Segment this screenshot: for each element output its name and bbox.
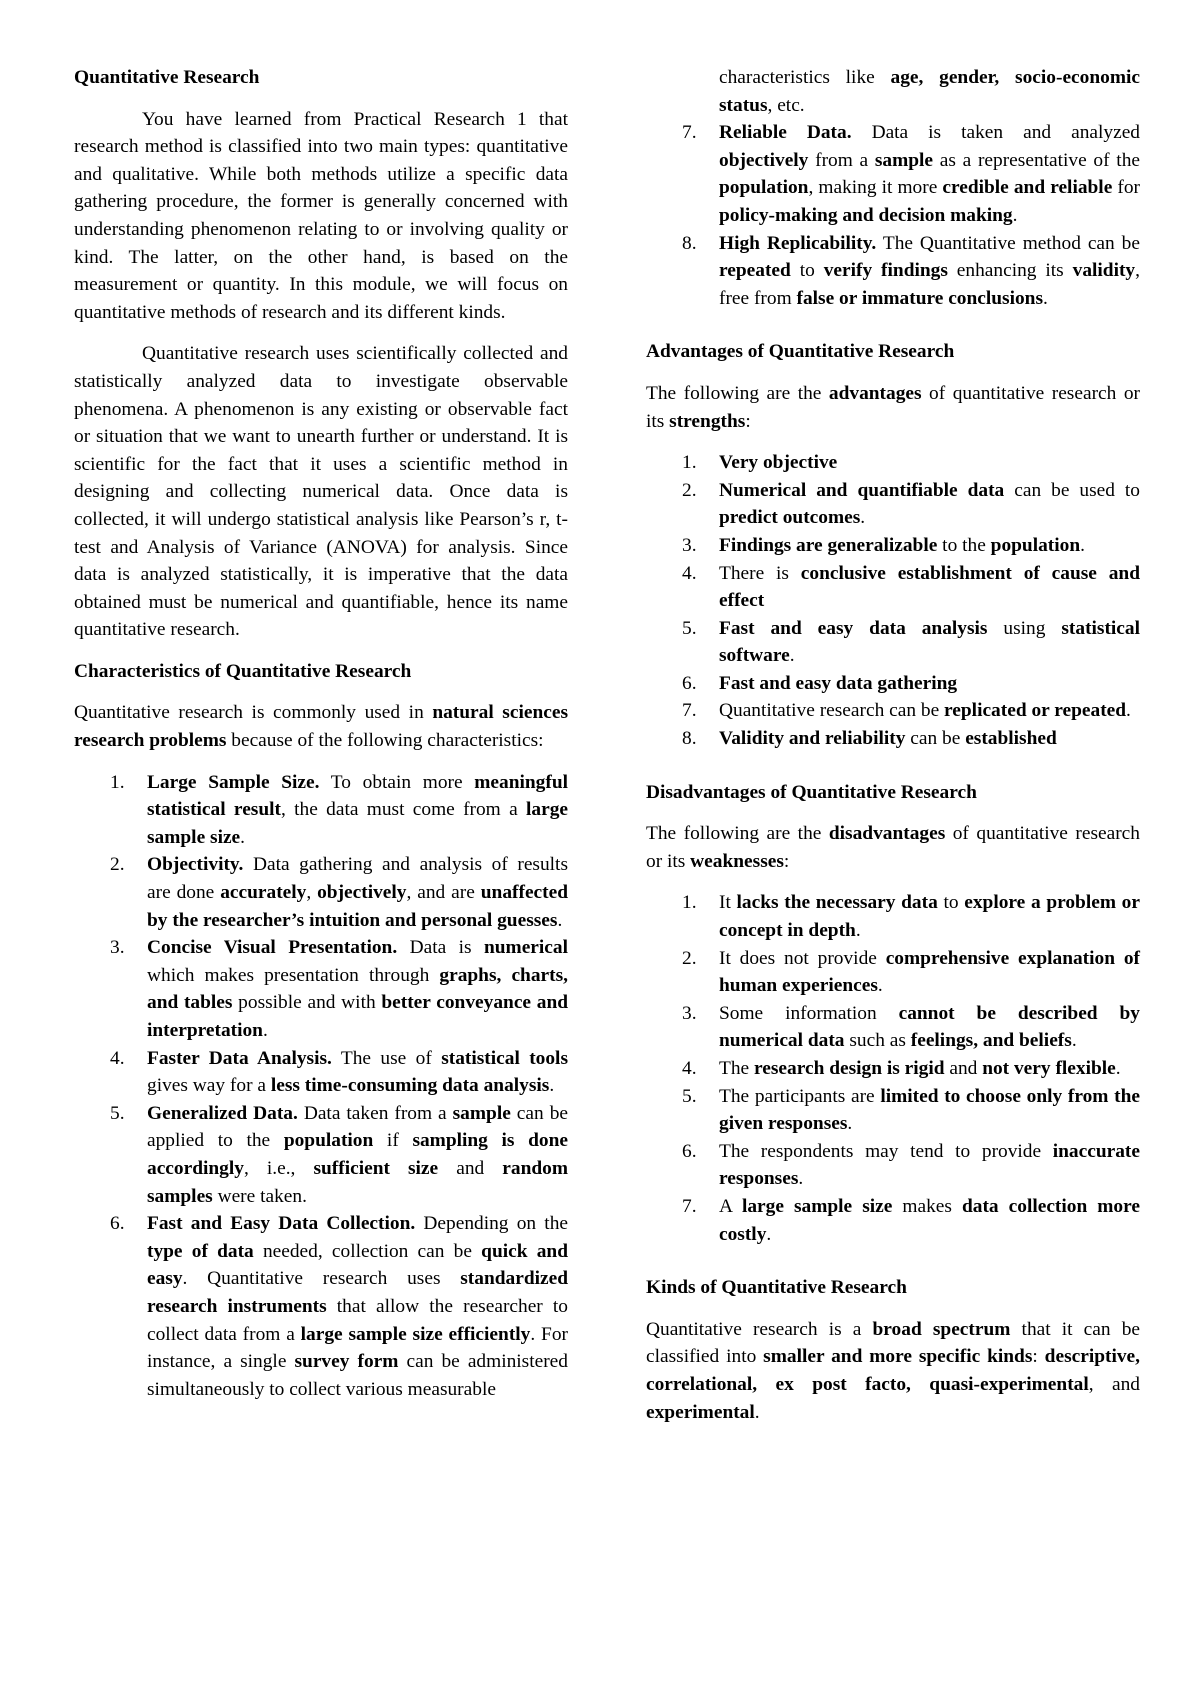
list-item: 2. Objectivity. Data gathering and analysis of results are done accurately, objectively, and are unaffected by the researcher’s intuition and personal guesses. [74, 851, 568, 934]
list-item: 6. Fast and easy data gathering [646, 670, 1140, 698]
list-item-number: 5. [110, 1102, 125, 1124]
list-item: 8. Validity and reliability can be established [646, 725, 1140, 753]
list-item: 7. Quantitative research can be replicated or repeated. [646, 697, 1140, 725]
characteristics-intro: Quantitative research is commonly used in natural sciences research problems because of the following characteristics: [74, 702, 568, 752]
list-item-number: 7. [682, 700, 697, 722]
list-item-number: 5. [682, 617, 697, 639]
disadvantages-intro: The following are the disadvantages of quantitative research or its weaknesses: [646, 823, 1140, 872]
list-item: 3. Some information cannot be described by numerical data such as feelings, and beliefs. [646, 1000, 1140, 1055]
disadvantages-list [646, 889, 1140, 1248]
list-item-number: 4. [682, 562, 697, 584]
list-item-number: 3. [110, 937, 125, 959]
disadvantages-heading: Disadvantages of Quantitative Research [646, 781, 977, 803]
list-item-number: 6. [682, 1140, 697, 1162]
left-column [74, 64, 568, 1440]
list-item-number: 6. [110, 1213, 125, 1235]
list-item: 5. Generalized Data. Data taken from a sample can be applied to the population if sampling is done accordingly, i.e., sufficient size and random samples were taken. [74, 1100, 568, 1210]
list-item: 2. It does not provide comprehensive explanation of human experiences. [646, 945, 1140, 1000]
list-item-number: 7. [682, 1195, 697, 1217]
advantages-list [646, 449, 1140, 753]
advantages-heading: Advantages of Quantitative Research [646, 341, 955, 363]
list-item: 6. The respondents may tend to provide inaccurate responses. [646, 1138, 1140, 1193]
list-item-number: 3. [682, 1002, 697, 1024]
list-item-number: 3. [682, 534, 697, 556]
list-item: 3. Findings are generalizable to the population. [646, 532, 1140, 560]
kinds-heading: Kinds of Quantitative Research [646, 1277, 907, 1299]
list-item-number: 2. [682, 479, 697, 501]
right-column [646, 64, 1140, 1440]
list-item-number: 5. [682, 1085, 697, 1107]
list-item: 1. Large Sample Size. To obtain more meaningful statistical result, the data must come from a large sample size. [74, 769, 568, 852]
list-item: 4. Faster Data Analysis. The use of statistical tools gives way for a less time-consuming data analysis. [74, 1045, 568, 1100]
list-item-number: 2. [682, 947, 697, 969]
list-item-number: 8. [682, 728, 697, 750]
list-item: 7. A large sample size makes data collection more costly. [646, 1193, 1140, 1248]
list-item: 5. The participants are limited to choose only from the given responses. [646, 1083, 1140, 1138]
characteristic-6-continuation: characteristics like age, gender, socio-economic status, etc. [719, 67, 1140, 116]
list-item: 6. Fast and Easy Data Collection. Depending on the type of data needed, collection can be quick and easy. Quantitative research uses standardized research instruments that allow the researcher to collect data from a large sample size efficiently. For instance, a single survey form can be administered simultaneously to collect various measurable [74, 1210, 568, 1403]
intro-paragraph-2: Quantitative research uses scientifically collected and statistically analyzed data to investigate observable phenomena. A phenomenon is any existing or observable fact or situation that we want to unearth further or understand. It is scientific for the fact that it uses a scientific method in designing and collecting numerical data. Once data is collected, it will undergo statistical analysis like Pearson’s r, t-test and Analysis of Variance (ANOVA) for analysis. Since data is analyzed statistically, it is imperative that the data obtained must be numerical and quantifiable, hence its name quantitative research. [74, 343, 568, 641]
list-item: 4. There is conclusive establishment of cause and effect [646, 560, 1140, 615]
list-item-number: 1. [682, 892, 697, 914]
list-item-number: 7. [682, 122, 697, 144]
list-item: 8. High Replicability. The Quantitative method can be repeated to verify findings enhancing its validity, free from false or immature conclusions. [646, 230, 1140, 313]
page-title: Quantitative Research [74, 67, 260, 88]
list-item-number: 4. [110, 1047, 125, 1069]
list-item: 4. The research design is rigid and not very flexible. [646, 1055, 1140, 1083]
list-item-number: 6. [682, 672, 697, 694]
characteristics-heading: Characteristics of Quantitative Research [74, 660, 412, 682]
list-item: 1. Very objective [646, 449, 1140, 477]
list-item-number: 1. [682, 452, 697, 474]
list-item: 3. Concise Visual Presentation. Data is numerical which makes presentation through graphs, charts, and tables possible and with better conveyance and interpretation. [74, 934, 568, 1044]
list-item: 1. It lacks the necessary data to explore a problem or concept in depth. [646, 889, 1140, 944]
list-item-number: 1. [110, 771, 125, 793]
list-item-number: 4. [682, 1058, 697, 1079]
list-item-number: 8. [682, 232, 697, 254]
advantages-intro: The following are the advantages of quantitative research or its strengths: [646, 382, 1140, 432]
intro-paragraph-1: You have learned from Practical Research 1 that research method is classified into two main types: quantitative and qualitative. While both methods utilize a specific data gathering procedure, the former is generally concerned with understanding phenomenon relating to or involving quality or kind. The latter, on the other hand, is based on the measurement or quantity. In this module, we will focus on quantitative methods of research and its different kinds. [74, 108, 568, 323]
characteristics-list-continued [646, 119, 1140, 312]
list-item: 2. Numerical and quantifiable data can be used to predict outcomes. [646, 477, 1140, 532]
kinds-paragraph: Quantitative research is a broad spectrum that it can be classified into smaller and more specific kinds: descriptive, correlational, ex post facto, quasi-experimental, and experimental. [646, 1318, 1141, 1423]
list-item: 7. Reliable Data. Data is taken and analyzed objectively from a sample as a representative of the population, making it more credible and reliable for policy-making and decision making. [646, 119, 1140, 229]
list-item-number: 2. [110, 854, 125, 876]
characteristics-list [74, 769, 568, 1404]
list-item: 5. Fast and easy data analysis using statistical software. [646, 615, 1140, 670]
